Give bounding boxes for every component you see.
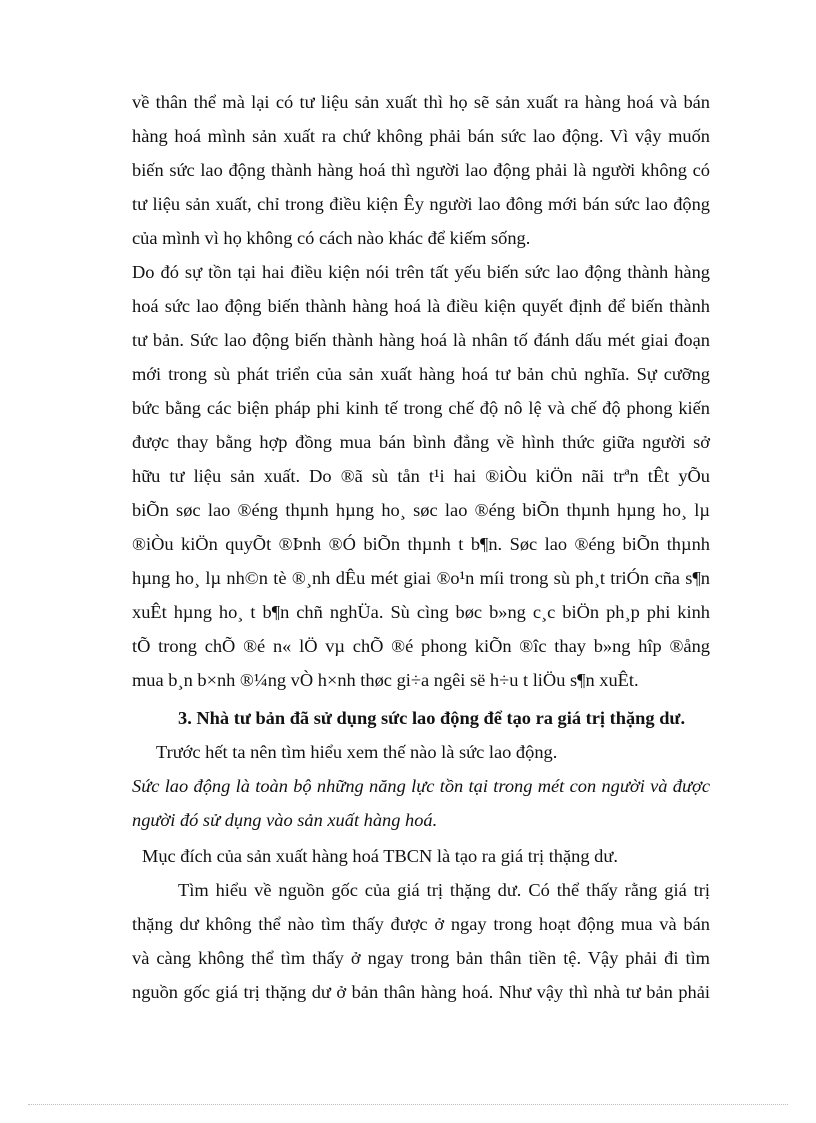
body-line: xuÊt hµng ho¸ t b¶n chñ nghÜa. Sù cìng bøc b»ng c¸c biÖn ph¸p phi kinh [132, 602, 710, 622]
body-line: biến sức lao động thành hàng hoá thì người lao động phải là người không có [132, 160, 710, 180]
body-line: tÕ trong chÕ ®é n« lÖ vµ chÕ ®é phong kiÕn ®îc thay b»ng hîp ®ång [132, 636, 710, 656]
section-heading: 3. Nhà tư bản đã sử dụng sức lao động để tạo ra giá trị thặng dư. [178, 708, 686, 728]
closing-line: nguồn gốc giá trị thặng dư ở bản thân hàng hoá. Như vậy thì nhà tư bản phải [132, 982, 710, 1002]
body-line: hữu tư liệu sản xuất. Do ®ã sù tån t¹i hai ®iÒu kiÖn nãi trªn tÊt yÕu [132, 466, 710, 486]
body-line: bức bằng các biện pháp phi kinh tế trong chế độ nô lệ và chế độ phong kiến [132, 398, 710, 418]
body-line: mới trong sù phát triển của sản xuất hàng hoá tư bản chủ nghĩa. Sự cưỡng [132, 364, 710, 384]
purpose-line: Mục đích của sản xuất hàng hoá TBCN là tạo ra giá trị thặng dư. [142, 846, 618, 866]
page-footer-divider [28, 1104, 788, 1105]
body-line: hµng ho¸ lµ nh©n tè ®¸nh dÊu mét giai ®o¹n míi trong sù ph¸t triÓn cña s¶n [132, 568, 710, 588]
body-line: hàng hoá mình sản xuất ra chứ không phải bán sức lao động. Vì vậy muốn [132, 126, 710, 146]
body-line: được thay bằng hợp đồng mua bán bình đẳng về hình thức giữa người sở [132, 432, 710, 452]
closing-line: thặng dư không thể nào tìm thấy được ở ngay trong hoạt động mua và bán [132, 914, 710, 934]
closing-line: và càng không thể tìm thấy ở ngay trong bản thân tiền tệ. Vậy phải đi tìm [132, 948, 710, 968]
intro-line: Trước hết ta nên tìm hiểu xem thế nào là sức lao động. [156, 742, 558, 762]
body-line: của mình vì họ không có cách nào khác để kiếm sống. [132, 228, 531, 248]
body-line: tư liệu sản xuất, chỉ trong điều kiện Êy người lao đông mới bán sức lao động [132, 194, 710, 214]
body-line: về thân thể mà lại có tư liệu sản xuất thì họ sẽ sản xuất ra hàng hoá và bán [132, 92, 710, 112]
body-line: mua b¸n b×nh ®¼ng vÒ h×nh thøc gi÷a ngêi së h÷u t liÖu s¶n xuÊt. [132, 670, 639, 690]
body-line: Do đó sự tồn tại hai điều kiện nói trên tất yếu biến sức lao động thành hàng [132, 262, 710, 282]
body-line: ®iÒu kiÖn quyÕt ®Þnh ®Ó biÕn thµnh t b¶n. Søc lao ®éng biÕn thµnh [132, 534, 710, 554]
closing-line: Tìm hiểu về nguồn gốc của giá trị thặng dư. Có thể thấy rằng giá trị [178, 880, 710, 900]
definition-line: người đó sử dụng vào sản xuất hàng hoá. [132, 810, 438, 830]
definition-line: Sức lao động là toàn bộ những năng lực tồn tại trong mét con người và được [132, 776, 710, 796]
body-line: biÕn søc lao ®éng thµnh hµng ho¸ søc lao ®éng biÕn thµnh hµng ho¸ lµ [132, 500, 710, 520]
body-line: tư bản. Sức lao động biến thành hàng hoá là nhân tố đánh dấu mét giai đoạn [132, 330, 710, 350]
body-line: hoá sức lao động biến thành hàng hoá là điều kiện quyết định để biến thành [132, 296, 710, 316]
